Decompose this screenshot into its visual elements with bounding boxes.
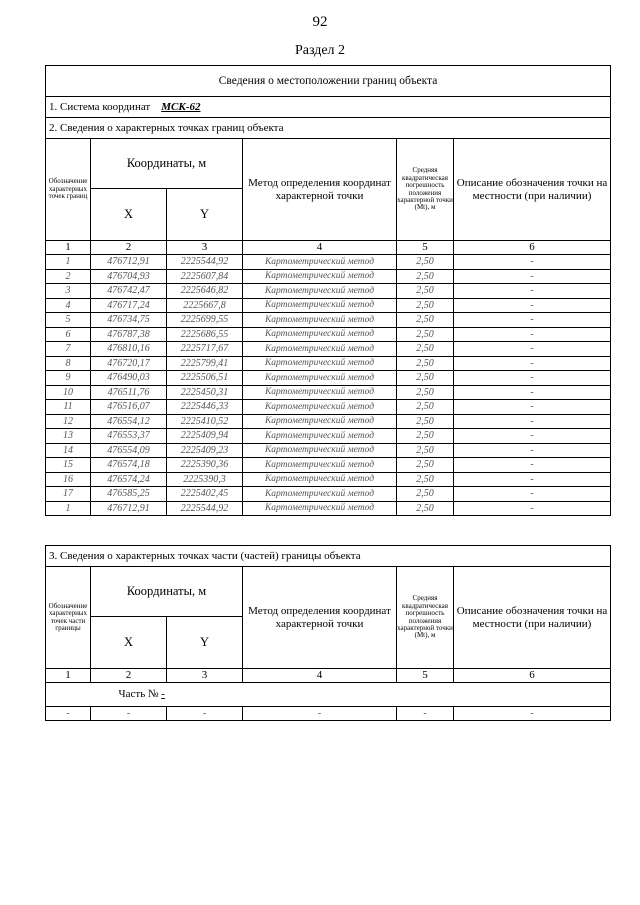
table-cell: 9 bbox=[46, 371, 91, 386]
table-cell: Картометрический метод bbox=[243, 443, 397, 458]
table-cell: 6 bbox=[46, 327, 91, 342]
table-cell: 476554,09 bbox=[91, 443, 167, 458]
table-cell: - bbox=[454, 371, 611, 386]
table-cell: 476516,07 bbox=[91, 400, 167, 415]
table-cell: 2,50 bbox=[397, 385, 454, 400]
header-point-designation: Обозначение характерных точек части границы bbox=[46, 567, 91, 669]
table-cell: 2,50 bbox=[397, 356, 454, 371]
table-cell: - bbox=[397, 707, 454, 721]
table-cell: Картометрический метод bbox=[243, 385, 397, 400]
table-row bbox=[46, 327, 611, 342]
table-cell: 4 bbox=[46, 298, 91, 313]
col-number: 6 bbox=[454, 241, 611, 255]
table-cell: 2225686,55 bbox=[167, 327, 243, 342]
table-cell: 476490,03 bbox=[91, 371, 167, 386]
table-cell: - bbox=[454, 327, 611, 342]
table-cell: Картометрический метод bbox=[243, 414, 397, 429]
table-cell: 2225607,84 bbox=[167, 269, 243, 284]
table-row bbox=[46, 443, 611, 458]
col-number: 4 bbox=[243, 241, 397, 255]
table-cell: Картометрический метод bbox=[243, 472, 397, 487]
col-number: 1 bbox=[46, 241, 91, 255]
table-cell: - bbox=[454, 487, 611, 502]
table-cell: - bbox=[454, 472, 611, 487]
table-cell: 476742,47 bbox=[91, 284, 167, 299]
part-boundary-table bbox=[45, 545, 611, 721]
section-title: Раздел 2 bbox=[294, 43, 346, 58]
table-cell: 2225409,23 bbox=[167, 443, 243, 458]
col-number: 2 bbox=[91, 669, 167, 683]
column-numbers-row bbox=[46, 669, 611, 683]
col-number: 1 bbox=[46, 669, 91, 683]
header-x: X bbox=[91, 189, 167, 241]
table-cell: 12 bbox=[46, 414, 91, 429]
table-cell: Картометрический метод bbox=[243, 298, 397, 313]
col-number: 4 bbox=[243, 669, 397, 683]
table-cell: 2 bbox=[46, 269, 91, 284]
table-cell: - bbox=[454, 313, 611, 328]
table-cell: Картометрический метод bbox=[243, 458, 397, 473]
table-cell: - bbox=[46, 707, 91, 721]
table-row bbox=[46, 501, 611, 516]
header-description: Описание обозначения точки на местности (при наличии) bbox=[454, 139, 611, 241]
table-cell: - bbox=[454, 356, 611, 371]
table-cell: 476712,91 bbox=[91, 255, 167, 270]
table-cell: 2225717,67 bbox=[167, 342, 243, 357]
part-section-label: 3. Сведения о характерных точках части (частей) границы объекта bbox=[46, 546, 611, 567]
table-cell: 2,50 bbox=[397, 255, 454, 270]
table-cell: 2,50 bbox=[397, 269, 454, 284]
table-cell: 2225667,8 bbox=[167, 298, 243, 313]
table-cell: Картометрический метод bbox=[243, 487, 397, 502]
table-row bbox=[46, 385, 611, 400]
table-cell: 476585,25 bbox=[91, 487, 167, 502]
table-cell: 16 bbox=[46, 472, 91, 487]
table-cell: 2,50 bbox=[397, 472, 454, 487]
table-cell: Картометрический метод bbox=[243, 356, 397, 371]
table-cell: 2,50 bbox=[397, 429, 454, 444]
table-cell: 3 bbox=[46, 284, 91, 299]
table-row bbox=[46, 284, 611, 299]
table-cell: 476810,16 bbox=[91, 342, 167, 357]
coord-system-row bbox=[46, 97, 611, 118]
table-row bbox=[46, 269, 611, 284]
table-cell: Картометрический метод bbox=[243, 269, 397, 284]
table-cell: 476511,76 bbox=[91, 385, 167, 400]
table-cell: 2225390,36 bbox=[167, 458, 243, 473]
table-cell: - bbox=[454, 458, 611, 473]
table-cell: 2225450,31 bbox=[167, 385, 243, 400]
table-row bbox=[46, 429, 611, 444]
table-cell: - bbox=[454, 400, 611, 415]
table-cell: 1 bbox=[46, 501, 91, 516]
header-coordinates: Координаты, м bbox=[91, 139, 243, 189]
table-row bbox=[46, 371, 611, 386]
col-number: 3 bbox=[167, 669, 243, 683]
table-cell: 2,50 bbox=[397, 298, 454, 313]
header-coordinates: Координаты, м bbox=[91, 567, 243, 617]
header-y: Y bbox=[167, 617, 243, 669]
table-cell: Картометрический метод bbox=[243, 501, 397, 516]
table-cell: - bbox=[454, 342, 611, 357]
table-cell: - bbox=[454, 269, 611, 284]
coord-system-label: 1. Система координат bbox=[49, 100, 151, 113]
table-cell: 476720,17 bbox=[91, 356, 167, 371]
table-cell: 476717,24 bbox=[91, 298, 167, 313]
table-cell: Картометрический метод bbox=[243, 327, 397, 342]
table-cell: - bbox=[454, 443, 611, 458]
col-number: 5 bbox=[397, 669, 454, 683]
table-cell: 476554,12 bbox=[91, 414, 167, 429]
header-method: Метод определения координат характерной точки bbox=[243, 139, 397, 241]
table-cell: - bbox=[454, 385, 611, 400]
table-cell: 476787,38 bbox=[91, 327, 167, 342]
table-cell: Картометрический метод bbox=[243, 371, 397, 386]
table-cell: 5 bbox=[46, 313, 91, 328]
table-cell: Картометрический метод bbox=[243, 284, 397, 299]
points-section-label: 2. Сведения о характерных точках границ объекта bbox=[46, 118, 611, 139]
table-cell: 7 bbox=[46, 342, 91, 357]
table-cell: - bbox=[454, 429, 611, 444]
table-cell: 476704,93 bbox=[91, 269, 167, 284]
table-cell: 2225544,92 bbox=[167, 255, 243, 270]
table-row bbox=[46, 458, 611, 473]
table-row bbox=[46, 414, 611, 429]
table-cell: 2,50 bbox=[397, 313, 454, 328]
part-label: Часть № bbox=[118, 688, 159, 701]
table-row bbox=[46, 342, 611, 357]
table-cell: - bbox=[243, 707, 397, 721]
table-row bbox=[46, 400, 611, 415]
table-cell: 2,50 bbox=[397, 487, 454, 502]
table-cell: 2225410,52 bbox=[167, 414, 243, 429]
header-method: Метод определения координат характерной точки bbox=[243, 567, 397, 669]
table-cell: 2225446,33 bbox=[167, 400, 243, 415]
table-cell: Картометрический метод bbox=[243, 255, 397, 270]
table-cell: 2,50 bbox=[397, 443, 454, 458]
table-cell: - bbox=[454, 501, 611, 516]
table-cell: 2225544,92 bbox=[167, 501, 243, 516]
table-cell: - bbox=[454, 298, 611, 313]
table-cell: 476553,37 bbox=[91, 429, 167, 444]
col-number: 2 bbox=[91, 241, 167, 255]
part-value: - bbox=[161, 688, 165, 701]
table-cell: - bbox=[454, 284, 611, 299]
table-row bbox=[46, 313, 611, 328]
table-cell: 2,50 bbox=[397, 371, 454, 386]
header-error: Средняя квадратическая погрешность положения характерной точки (Mt), м bbox=[397, 139, 454, 241]
table-row bbox=[46, 356, 611, 371]
table-cell: 2,50 bbox=[397, 414, 454, 429]
coord-system-value: МСК-62 bbox=[161, 100, 201, 113]
table-cell: 2,50 bbox=[397, 501, 454, 516]
col-number: 6 bbox=[454, 669, 611, 683]
header-x: X bbox=[91, 617, 167, 669]
header-description: Описание обозначения точки на местности (при наличии) bbox=[454, 567, 611, 669]
table-cell: Картометрический метод bbox=[243, 400, 397, 415]
table-title: Сведения о местоположении границ объекта bbox=[46, 66, 611, 97]
table-cell: 10 bbox=[46, 385, 91, 400]
table-cell: 14 bbox=[46, 443, 91, 458]
table-cell: - bbox=[167, 707, 243, 721]
col-number: 5 bbox=[397, 241, 454, 255]
table-cell: 2225506,51 bbox=[167, 371, 243, 386]
table-cell: 2,50 bbox=[397, 327, 454, 342]
table-cell: 13 bbox=[46, 429, 91, 444]
table-row bbox=[46, 255, 611, 270]
table-cell: 2225402,45 bbox=[167, 487, 243, 502]
table-cell: - bbox=[454, 255, 611, 270]
table-cell: 11 bbox=[46, 400, 91, 415]
table-cell: 2,50 bbox=[397, 284, 454, 299]
table-cell: - bbox=[454, 414, 611, 429]
table-cell: 17 bbox=[46, 487, 91, 502]
table-cell: 2225409,94 bbox=[167, 429, 243, 444]
table-cell: 476734,75 bbox=[91, 313, 167, 328]
table-cell: 2225699,55 bbox=[167, 313, 243, 328]
header-point-designation: Обозначение характерных точек границ bbox=[46, 139, 91, 241]
table-row bbox=[46, 298, 611, 313]
part-number-row bbox=[91, 683, 611, 707]
table-cell: Картометрический метод bbox=[243, 342, 397, 357]
column-numbers-row bbox=[46, 241, 611, 255]
table-cell: 476712,91 bbox=[91, 501, 167, 516]
part-dash-row bbox=[46, 707, 611, 721]
header-error: Средняя квадратическая погрешность положения характерной точки (Mt), м bbox=[397, 567, 454, 669]
header-y: Y bbox=[167, 189, 243, 241]
table-cell: 2,50 bbox=[397, 400, 454, 415]
col-number: 3 bbox=[167, 241, 243, 255]
table-cell: 2225799,41 bbox=[167, 356, 243, 371]
table-cell: 2225646,82 bbox=[167, 284, 243, 299]
table-cell: 2,50 bbox=[397, 458, 454, 473]
table-row bbox=[46, 472, 611, 487]
table-cell: - bbox=[91, 707, 167, 721]
table-cell: Картометрический метод bbox=[243, 313, 397, 328]
table-cell: Картометрический метод bbox=[243, 429, 397, 444]
table-row bbox=[46, 487, 611, 502]
boundary-table bbox=[45, 65, 611, 516]
table-cell: 15 bbox=[46, 458, 91, 473]
table-cell: 2225390,3 bbox=[167, 472, 243, 487]
table-cell: 476574,18 bbox=[91, 458, 167, 473]
table-cell: 2,50 bbox=[397, 342, 454, 357]
table-cell: 8 bbox=[46, 356, 91, 371]
table-cell: 1 bbox=[46, 255, 91, 270]
table-cell: 476574,24 bbox=[91, 472, 167, 487]
table-cell: - bbox=[454, 707, 611, 721]
page-number: 92 bbox=[312, 14, 328, 30]
